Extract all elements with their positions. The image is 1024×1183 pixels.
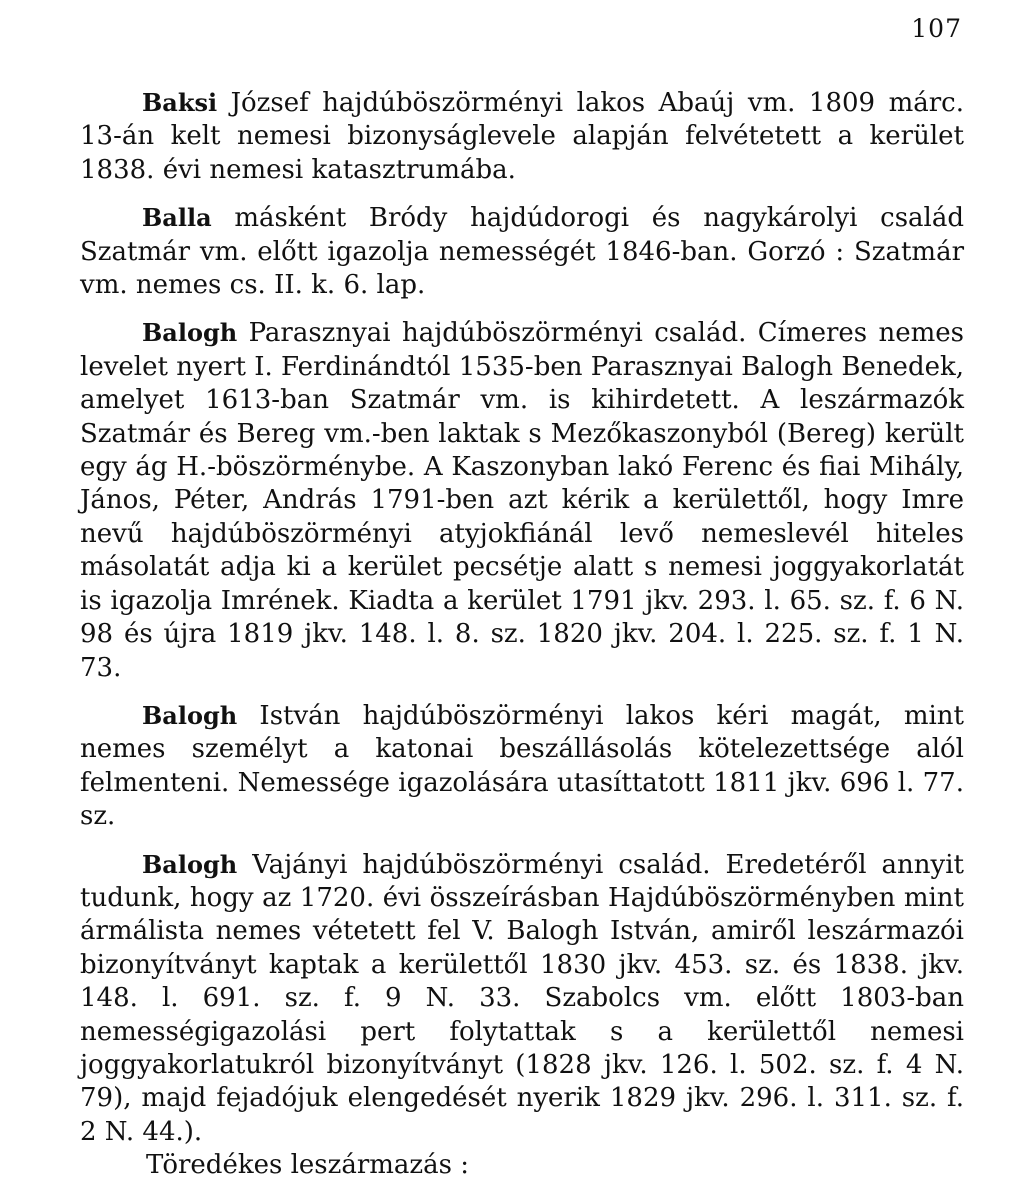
- entry-name: Balla: [142, 203, 212, 233]
- entry-text: István hajdúböszörményi lakos kéri magát, mint nemes személyt a katonai beszállásolás kötelezettsége alól felmenteni. Nemessége igazolására utasíttatott 1811 jkv. 696 l. 77. sz.: [80, 700, 965, 832]
- entry-text: másként Bródy hajdúdorogi és nagykárolyi család Szatmár vm. előtt igazolja nemességét 1846-ban. Gorzó : Szatmár vm. nemes cs. II. k. 6. lap.: [80, 203, 965, 301]
- entry-balogh-istvan: [80, 699, 964, 834]
- entry-baksi: [80, 86, 964, 187]
- entry-name: Baksi: [142, 88, 218, 117]
- entry-balla: [80, 201, 964, 302]
- entry-name: Balogh: [142, 700, 238, 730]
- entry-text: Parasznyai hajdúböszörményi család. Címeres nemes levelet nyert I. Ferdinándtól 1535-ben Parasznyai Balogh Benedek, amelyet 1613-ban Szatmár vm. is kihirdetett. A leszármazók Szatmár és Bereg vm.-ben laktak s Mezőkaszonyból (Bereg) került egy ág H.-böszörménybe. A Kaszonyban lakó Ferenc és fiai Mihály, János, Péter, András 1791-ben azt kérik a kerülettől, hogy Imre nevű hajdúböszörményi atyjokfiánál levő nemeslevél hiteles másolatát adja ki a kerület pecsétje alatt s nemesi joggyakorlatát is igazolja Imrének. Kiadta a kerület 1791 jkv. 293. l. 65. sz. f. 6 N. 98 és újra 1819 jkv. 148. l. 8. sz. 1820 jkv. 204. l. 225. sz. f. 1 N. 73.: [80, 318, 964, 683]
- page-body: [80, 86, 964, 1183]
- closing-line: Töredékes leszármazás :: [146, 1150, 469, 1181]
- page-number: 107: [911, 14, 962, 43]
- entry-text: Vajányi hajdúböszörményi család. Eredetéről annyit tudunk, hogy az 1720. évi összeírásban Hajdúböszörményben mint ármálista nemes vétetett fel V. Balogh István, amiről leszármazói bizonyítványt kaptak a kerülettől 1830 jkv. 453. sz. és 1838. jkv. 148. l. 691. sz. f. 9 N. 33. Szabolcs vm. előtt 1803-ban nemességigazolási pert folytattak s a kerülettől nemesi joggyakorlatukról bizonyítványt (1828 jkv. 126. l. 502. sz. f. 4 N. 79), majd fejadójuk elengedését nyerik 1829 jkv. 296. l. 311. sz. f. 2 N. 44.).: [80, 849, 964, 1147]
- entry-name: Balogh: [142, 849, 238, 879]
- entry-name: Balogh: [142, 318, 238, 348]
- entry-balogh-parasznyai: [80, 316, 964, 684]
- entry-balogh-vajanyi: [80, 848, 964, 1150]
- entry-text: József hajdúböszörményi lakos Abaúj vm. 1809 márc. 13-án kelt nemesi bizonyságlevele alapján felvétetett a kerület 1838. évi nemesi katasztrumába.: [80, 88, 964, 185]
